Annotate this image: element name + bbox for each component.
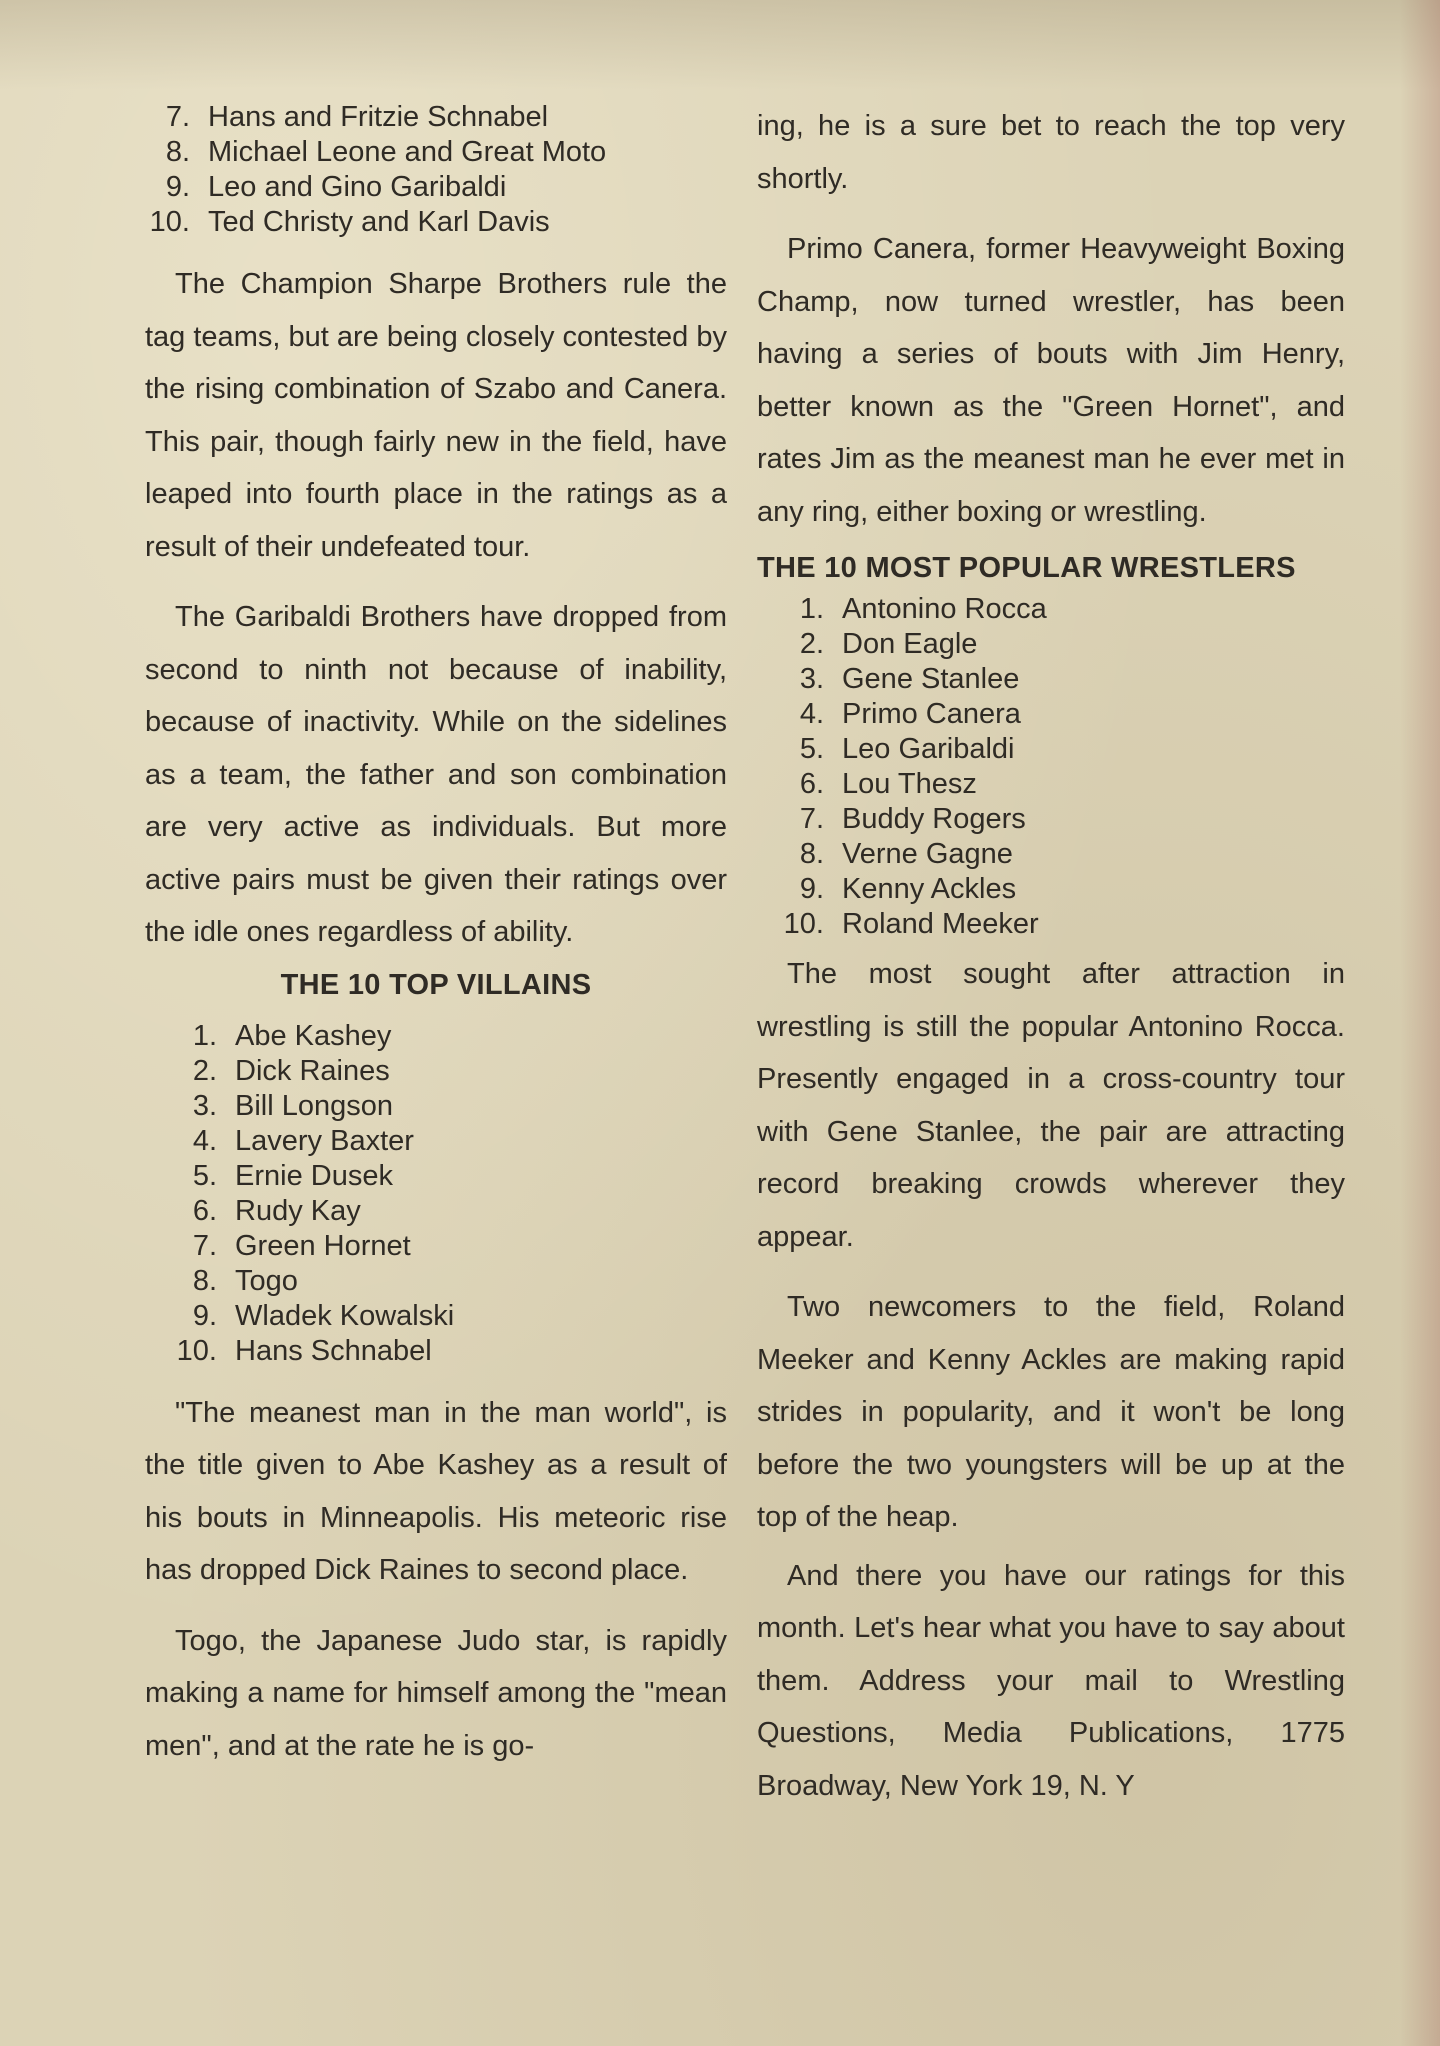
- list-item: [165, 1264, 727, 1299]
- paragraph-antonino-rocca: The most sought after attraction in wrestling is still the popular Antonino Rocca. Presently engaged in a cross-country tour with Gene Stanlee, the pair are attracting record breaking crowds wherever they appear.: [757, 958, 1345, 1253]
- wrestler-name: Bill Longson: [235, 1089, 393, 1122]
- team-name: Michael Leone and Great Moto: [208, 136, 607, 168]
- rank-number: 6.: [799, 768, 824, 800]
- wrestler-name: Roland Meeker: [842, 908, 1039, 940]
- wrestler-name: Togo: [235, 1264, 298, 1297]
- wrestler-name: Primo Canera: [842, 698, 1021, 730]
- villains-list: [165, 1019, 727, 1369]
- team-name: Hans and Fritzie Schnabel: [208, 101, 549, 133]
- villains-heading: THE 10 TOP VILLAINS: [280, 968, 592, 1001]
- rank-number: 1.: [192, 1019, 217, 1052]
- list-item: [762, 767, 1345, 802]
- paragraph-togo-continued: ing, he is a sure bet to reach the top very shortly.: [757, 110, 1345, 195]
- paragraph-sharpe-brothers: The Champion Sharpe Brothers rule the tag teams, but are being closely contested by the rising combination of Szabo and Canera. This pair, though fairly new in the field, have leaped into fourth place in the ratings as a result of their undefeated tour.: [145, 268, 727, 563]
- wrestler-name: Wladek Kowalski: [235, 1299, 455, 1332]
- list-item: [165, 1159, 727, 1194]
- wrestler-name: Buddy Rogers: [842, 803, 1026, 835]
- right-column: [757, 100, 1345, 1812]
- list-item: [165, 1054, 727, 1089]
- paragraph-newcomers: Two newcomers to the field, Roland Meeker and Kenny Ackles are making rapid strides in popularity, and it won't be long before the two youngsters will be up at the top of the heap.: [757, 1291, 1345, 1533]
- wrestler-name: Verne Gagne: [842, 838, 1013, 870]
- team-name: Ted Christy and Karl Davis: [208, 206, 550, 238]
- list-item: [165, 1299, 727, 1334]
- rank-number: 9.: [192, 1299, 217, 1332]
- rank-number: 8.: [192, 1264, 217, 1297]
- list-item: [762, 802, 1345, 837]
- list-item: [165, 1334, 727, 1369]
- rank-number: 10.: [783, 908, 824, 940]
- wrestler-name: Don Eagle: [842, 628, 978, 660]
- list-item: [762, 732, 1345, 767]
- list-item: [165, 1229, 727, 1264]
- paragraph-primo-canera: Primo Canera, former Heavyweight Boxing Champ, now turned wrestler, has been having a series of bouts with Jim Henry, better known as the "Green Hornet", and rates Jim as the meanest man he ever met in any ring, either boxing or wrestling.: [757, 233, 1345, 528]
- wrestler-name: Ernie Dusek: [235, 1159, 393, 1192]
- paragraph-abe-kashey: "The meanest man in the man world", is the title given to Abe Kashey as a result of his bouts in Minneapolis. His meteoric rise has dropped Dick Raines to second place.: [145, 1396, 727, 1586]
- list-item: [762, 627, 1345, 662]
- list-item: [762, 837, 1345, 872]
- wrestler-name: Lavery Baxter: [235, 1124, 414, 1157]
- list-item: [762, 662, 1345, 697]
- wrestler-name: Leo Garibaldi: [842, 733, 1015, 765]
- paragraph-ratings-address: And there you have our ratings for this month. Let's hear what you have to say about them. Address your mail to Wrestling Questions, Media Publications, 1775 Broadway, New York 19, N. Y: [757, 1559, 1345, 1802]
- rank-number: 2.: [799, 628, 824, 660]
- list-item: [762, 872, 1345, 907]
- rank-number: 5.: [799, 733, 824, 765]
- wrestler-name: Kenny Ackles: [842, 873, 1017, 905]
- rank-number: 4.: [192, 1124, 217, 1157]
- list-item: [165, 1089, 727, 1124]
- rank-number: 10.: [176, 1334, 217, 1367]
- rank-number: 4.: [799, 698, 824, 730]
- rank-number: 9.: [165, 171, 190, 203]
- list-item: [145, 100, 727, 135]
- rank-number: 5.: [192, 1159, 217, 1192]
- list-item: [762, 592, 1345, 627]
- list-item: [165, 1124, 727, 1159]
- popular-heading: THE 10 MOST POPULAR WRESTLERS: [757, 552, 1296, 584]
- wrestler-name: Rudy Kay: [235, 1194, 361, 1227]
- list-item: [145, 170, 727, 205]
- paragraph-garibaldi-brothers: The Garibaldi Brothers have dropped from second to ninth not because of inability, because of inactivity. While on the sidelines as a team, the father and son combination are very active as individuals. But more active pairs must be given their ratings over the idle ones regardless of ability.: [145, 601, 727, 948]
- rank-number: 1.: [799, 593, 824, 625]
- rank-number: 3.: [799, 663, 824, 695]
- paragraph-togo: Togo, the Japanese Judo star, is rapidly making a name for himself among the "mean men", and at the rate he is go-: [145, 1624, 727, 1762]
- rank-number: 9.: [799, 873, 824, 905]
- tag-team-ratings-list: [145, 100, 727, 240]
- wrestler-name: Dick Raines: [235, 1054, 390, 1087]
- wrestler-name: Hans Schnabel: [235, 1334, 432, 1367]
- wrestler-name: Green Hornet: [235, 1229, 411, 1262]
- list-item: [165, 1194, 727, 1229]
- list-item: [165, 1019, 727, 1054]
- list-item: [145, 205, 727, 240]
- wrestler-name: Lou Thesz: [842, 768, 977, 800]
- wrestler-name: Gene Stanlee: [842, 663, 1020, 695]
- rank-number: 7.: [799, 803, 824, 835]
- rank-number: 8.: [165, 136, 190, 168]
- list-item: [762, 907, 1345, 942]
- rank-number: 3.: [192, 1089, 217, 1122]
- wrestler-name: Abe Kashey: [235, 1019, 392, 1052]
- wrestler-name: Antonino Rocca: [842, 593, 1047, 625]
- rank-number: 6.: [192, 1194, 217, 1227]
- rank-number: 10.: [149, 206, 190, 238]
- list-item: [762, 697, 1345, 732]
- rank-number: 8.: [799, 838, 824, 870]
- popular-wrestlers-list: [762, 592, 1345, 942]
- rank-number: 2.: [192, 1054, 217, 1087]
- rank-number: 7.: [165, 101, 190, 133]
- list-item: [145, 135, 727, 170]
- rank-number: 7.: [192, 1229, 217, 1262]
- team-name: Leo and Gino Garibaldi: [208, 171, 507, 203]
- left-column: [145, 100, 727, 1772]
